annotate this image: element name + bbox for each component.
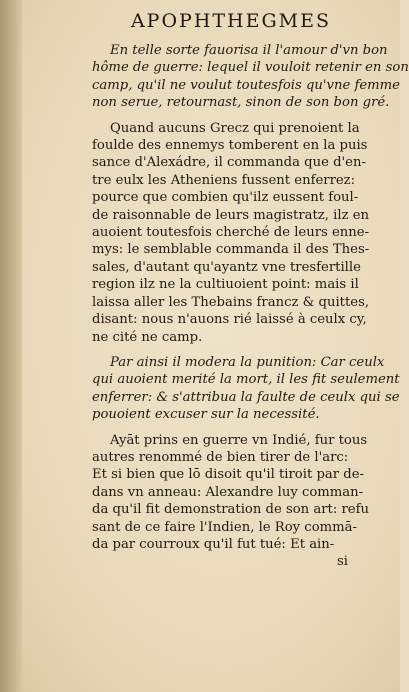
paragraph-1 (92, 42, 409, 112)
text-line: auoient toutesfois cherché de leurs enne- (92, 225, 370, 241)
text-line: enferrer: & s'attribua la faulte de ceulx qui se (92, 389, 400, 405)
text-line: ne cité ne camp. (92, 329, 203, 345)
text-line: hôme de guerre: lequel il vouloit retenir en son (92, 60, 409, 76)
text-line: qui auoient merité la mort, il les fit seulement (92, 372, 400, 388)
text-line: camp, qu'il ne voulut toutesfois qu'vne femme (92, 77, 400, 93)
paragraph-4 (92, 432, 370, 571)
text-line: da qu'il fit demonstration de son art: refu (92, 502, 369, 518)
text-line: sance d'Alexádre, il commanda que d'en- (92, 155, 366, 171)
text-line: da par courroux qu'il fut tué: Et ain- (92, 536, 335, 552)
text-line: laissa aller les Thebains francz & quittes, (92, 294, 370, 310)
binding-gutter (0, 0, 22, 692)
text-line: Par ainsi il modera la punition: Car ceulx (110, 354, 385, 370)
text-line: sant de ce faire l'Indien, le Roy commā- (92, 519, 357, 535)
text-line: Ayāt prins en guerre vn Indié, fur tous (110, 432, 368, 448)
text-line: pource que combien qu'ilz eussent foul- (92, 190, 359, 206)
text-line: En telle sorte fauorisa il l'amour d'vn bon (110, 43, 388, 58)
text-line: mys: le semblable commanda il des Thes- (92, 242, 370, 258)
text-line: Quand aucuns Grecz qui prenoient la (110, 120, 360, 136)
text-line: pouoient excuser sur la necessité. (92, 407, 320, 423)
text-line: Et si bien que lō disoit qu'il tiroit par de- (92, 467, 364, 483)
text-line: dans vn anneau: Alexandre luy comman- (92, 484, 364, 500)
text-line: foulde des ennemys tomberent en la puis (92, 138, 368, 154)
text-line: sales, d'autant qu'ayantz vne tresfertille (92, 259, 361, 275)
text-line: region ilz ne la cultiuoient point: mais il (92, 277, 359, 293)
paragraph-3 (92, 354, 400, 424)
text-line: disant: nous n'auons rié laissé à ceulx cy, (92, 312, 367, 328)
text-line: non serue, retournast, sinon de son bon gré. (92, 95, 390, 111)
paragraph-2 (92, 120, 370, 346)
running-head: APOPHTHEGMES (130, 10, 332, 32)
catchword: si (337, 554, 348, 570)
text-line: autres renommé de bien tirer de l'arc: (92, 449, 349, 465)
text-line: tre eulx les Atheniens fussent enferrez: (92, 172, 356, 188)
text-line: de raisonnable de leurs magistratz, ilz en (92, 207, 370, 223)
